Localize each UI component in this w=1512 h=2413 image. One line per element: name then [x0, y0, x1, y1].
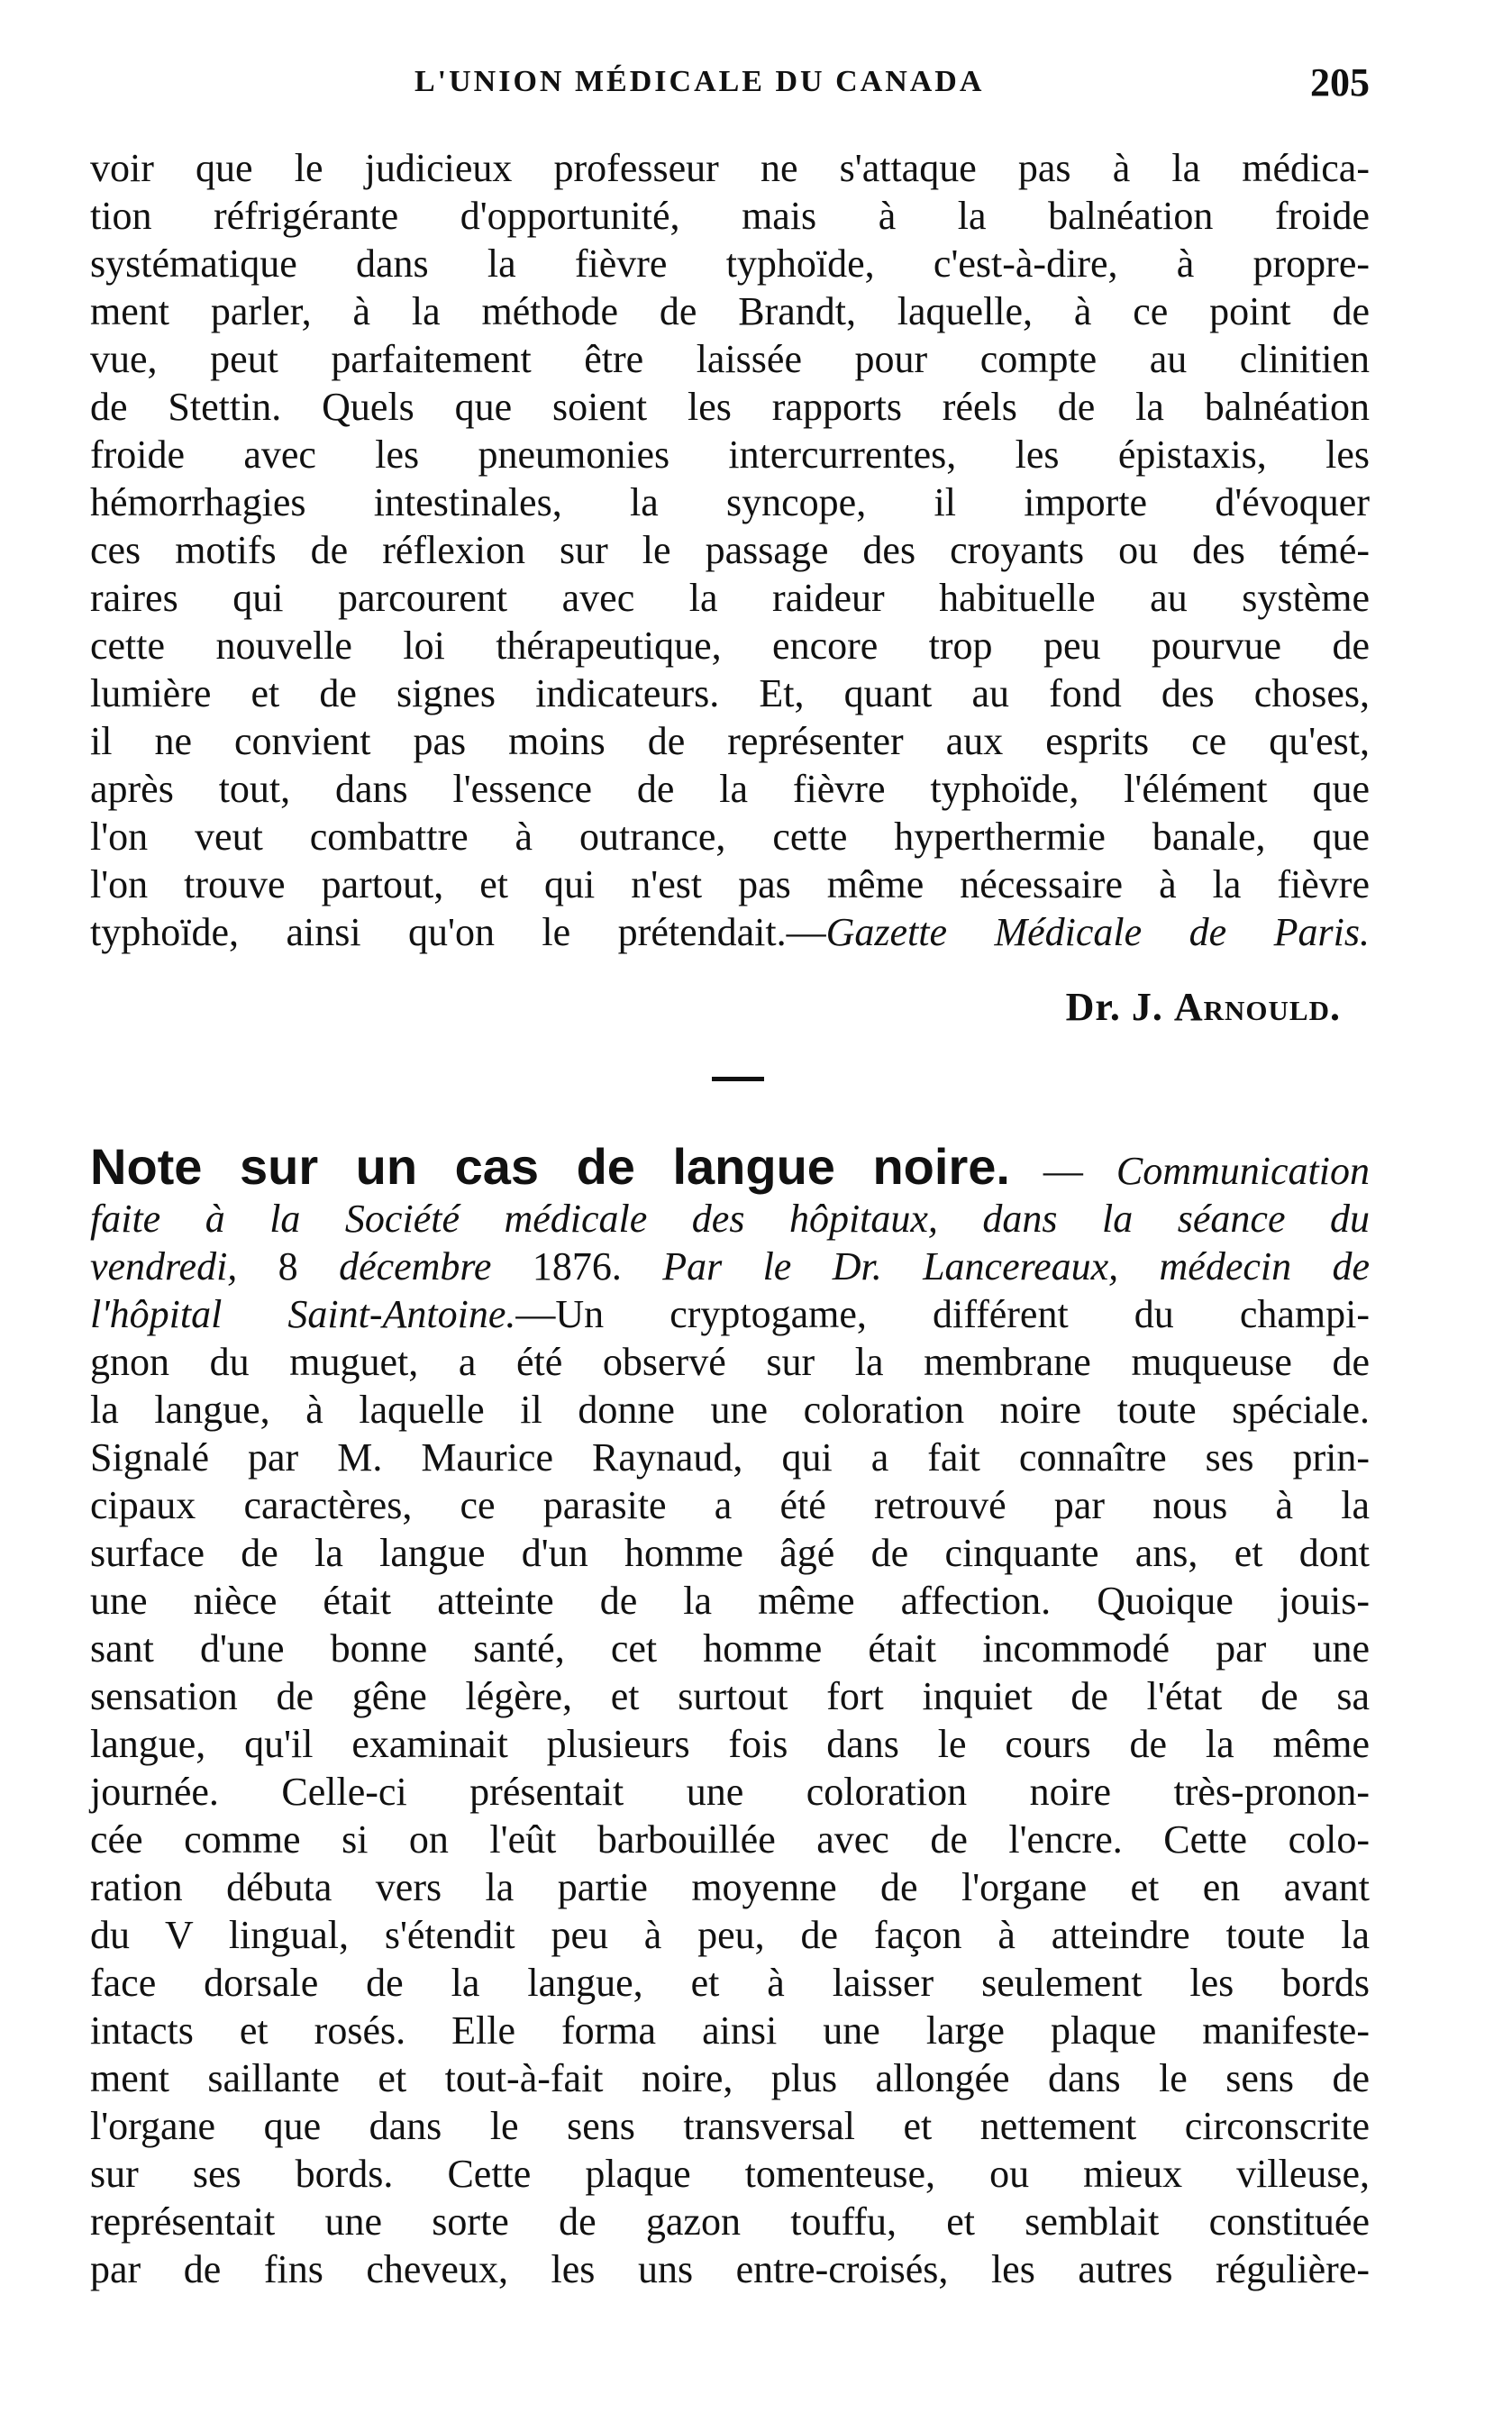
text-line: sur ses bords. Cette plaque tomenteuse, ou mieux villeuse,: [90, 2152, 1370, 2196]
subtitle-hospital: l'hôpital Saint-Antoine.: [90, 1292, 516, 1336]
text-line: une nièce était atteinte de la même affection. Quoique jouis-: [90, 1579, 1370, 1623]
subtitle-day: vendredi,: [90, 1244, 238, 1288]
text-line: gnon du muguet, a été observé sur la membrane muqueuse de: [90, 1340, 1370, 1384]
page-number: 205: [1310, 60, 1370, 105]
author-signature: [1066, 984, 1341, 1030]
text-line: surface de la langue d'un homme âgé de cinquante ans, et dont: [90, 1531, 1370, 1575]
text-line: par de fins cheveux, les uns entre-croisés, les autres régulière-: [90, 2247, 1370, 2291]
section-divider: [712, 1077, 764, 1081]
heading-line: [90, 1138, 1370, 1195]
text-line: froide avec les pneumonies intercurrentes, les épistaxis, les: [90, 433, 1370, 477]
text-line: ment saillante et tout-à-fait noire, plus allongée dans le sens de: [90, 2056, 1370, 2100]
text-line: systématique dans la fièvre typhoïde, c'est-à-dire, à propre-: [90, 241, 1370, 286]
text-line: l'on veut combattre à outrance, cette hyperthermie banale, que: [90, 815, 1370, 859]
heading-subtitle: Communication: [1116, 1149, 1370, 1193]
text-line: Signalé par M. Maurice Raynaud, qui a fait connaître ses prin-: [90, 1435, 1370, 1480]
text-line: face dorsale de la langue, et à laisser seulement les bords: [90, 1961, 1370, 2005]
text-line: cée comme si on l'eût barbouillée avec de l'encre. Cette colo-: [90, 1817, 1370, 1862]
running-head: [90, 60, 1370, 110]
subtitle-daynum: 8: [237, 1244, 340, 1288]
text-start: —Un cryptogame, différent du champi-: [515, 1292, 1371, 1336]
text-line: hémorrhagies intestinales, la syncope, il importe d'évoquer: [90, 480, 1370, 524]
text-line: sant d'une bonne santé, cet homme était incommodé par une: [90, 1626, 1370, 1671]
text-line: [90, 1290, 1370, 1338]
article-continuation: [90, 144, 1370, 956]
text-line: voir que le judicieux professeur ne s'attaque pas à la médica-: [90, 146, 1370, 190]
text-line: après tout, dans l'essence de la fièvre typhoïde, l'élément que: [90, 767, 1370, 811]
subtitle-line: [90, 1243, 1370, 1290]
text-line: il ne convient pas moins de représenter aux esprits ce qu'est,: [90, 719, 1370, 763]
text-line: lumière et de signes indicateurs. Et, quant au fond des choses,: [90, 671, 1370, 715]
text-line: du V lingual, s'étendit peu à peu, de façon à atteindre toute la: [90, 1913, 1370, 1957]
text-line: intacts et rosés. Elle forma ainsi une large plaque manifeste-: [90, 2008, 1370, 2053]
text-line: vue, peut parfaitement être laissée pour compte au clinitien: [90, 337, 1370, 381]
text-line: l'on trouve partout, et qui n'est pas même nécessaire à la fièvre: [90, 862, 1370, 906]
subtitle-year: 1876.: [491, 1244, 663, 1288]
article-langue-noire: [90, 1138, 1371, 2293]
text-line: journée. Celle-ci présentait une coloration noire très-pronon-: [90, 1770, 1370, 1814]
subtitle-line: faite à la Société médicale des hôpitaux, dans la séance du: [90, 1197, 1370, 1241]
text-line: de Stettin. Quels que soient les rapports réels de la balnéation: [90, 385, 1370, 429]
text-line: cipaux caractères, ce parasite a été retrouvé par nous à la: [90, 1483, 1370, 1527]
subtitle-month: décembre: [339, 1244, 492, 1288]
text-line: langue, qu'il examinait plusieurs fois dans le cours de la même: [90, 1722, 1370, 1766]
article-heading: Note sur un cas de langue noire.: [90, 1138, 1010, 1195]
text-line: l'organe que dans le sens transversal et nettement circonscrite: [90, 2104, 1370, 2148]
text-line: la langue, à laquelle il donne une coloration noire toute spéciale.: [90, 1388, 1370, 1432]
heading-dash: —: [1009, 1149, 1116, 1193]
text-line: représentait une sorte de gazon touffu, et semblait constituée: [90, 2199, 1370, 2244]
signature-name: Arnould.: [1173, 985, 1341, 1029]
text-line-final: [90, 908, 1370, 956]
running-title: L'UNION MÉDICALE DU CANADA: [414, 65, 985, 98]
source-citation: Gazette Médicale de Paris.: [825, 910, 1370, 954]
text-line: sensation de gêne légère, et surtout fort inquiet de l'état de sa: [90, 1674, 1370, 1718]
final-line-text: typhoïde, ainsi qu'on le prétendait.—: [90, 910, 826, 954]
text-line: cette nouvelle loi thérapeutique, encore trop peu pourvue de: [90, 624, 1370, 668]
text-line: tion réfrigérante d'opportunité, mais à la balnéation froide: [90, 194, 1370, 238]
text-line: raires qui parcourent avec la raideur habituelle au système: [90, 576, 1370, 620]
text-line: ment parler, à la méthode de Brandt, laquelle, à ce point de: [90, 289, 1370, 333]
subtitle-author: Par le Dr. Lancereaux, médecin de: [662, 1244, 1371, 1288]
text-line: ces motifs de réflexion sur le passage des croyants ou des témé-: [90, 528, 1370, 572]
signature-prefix: Dr. J.: [1065, 985, 1174, 1029]
text-line: ration débuta vers la partie moyenne de l'organe et en avant: [90, 1865, 1370, 1909]
